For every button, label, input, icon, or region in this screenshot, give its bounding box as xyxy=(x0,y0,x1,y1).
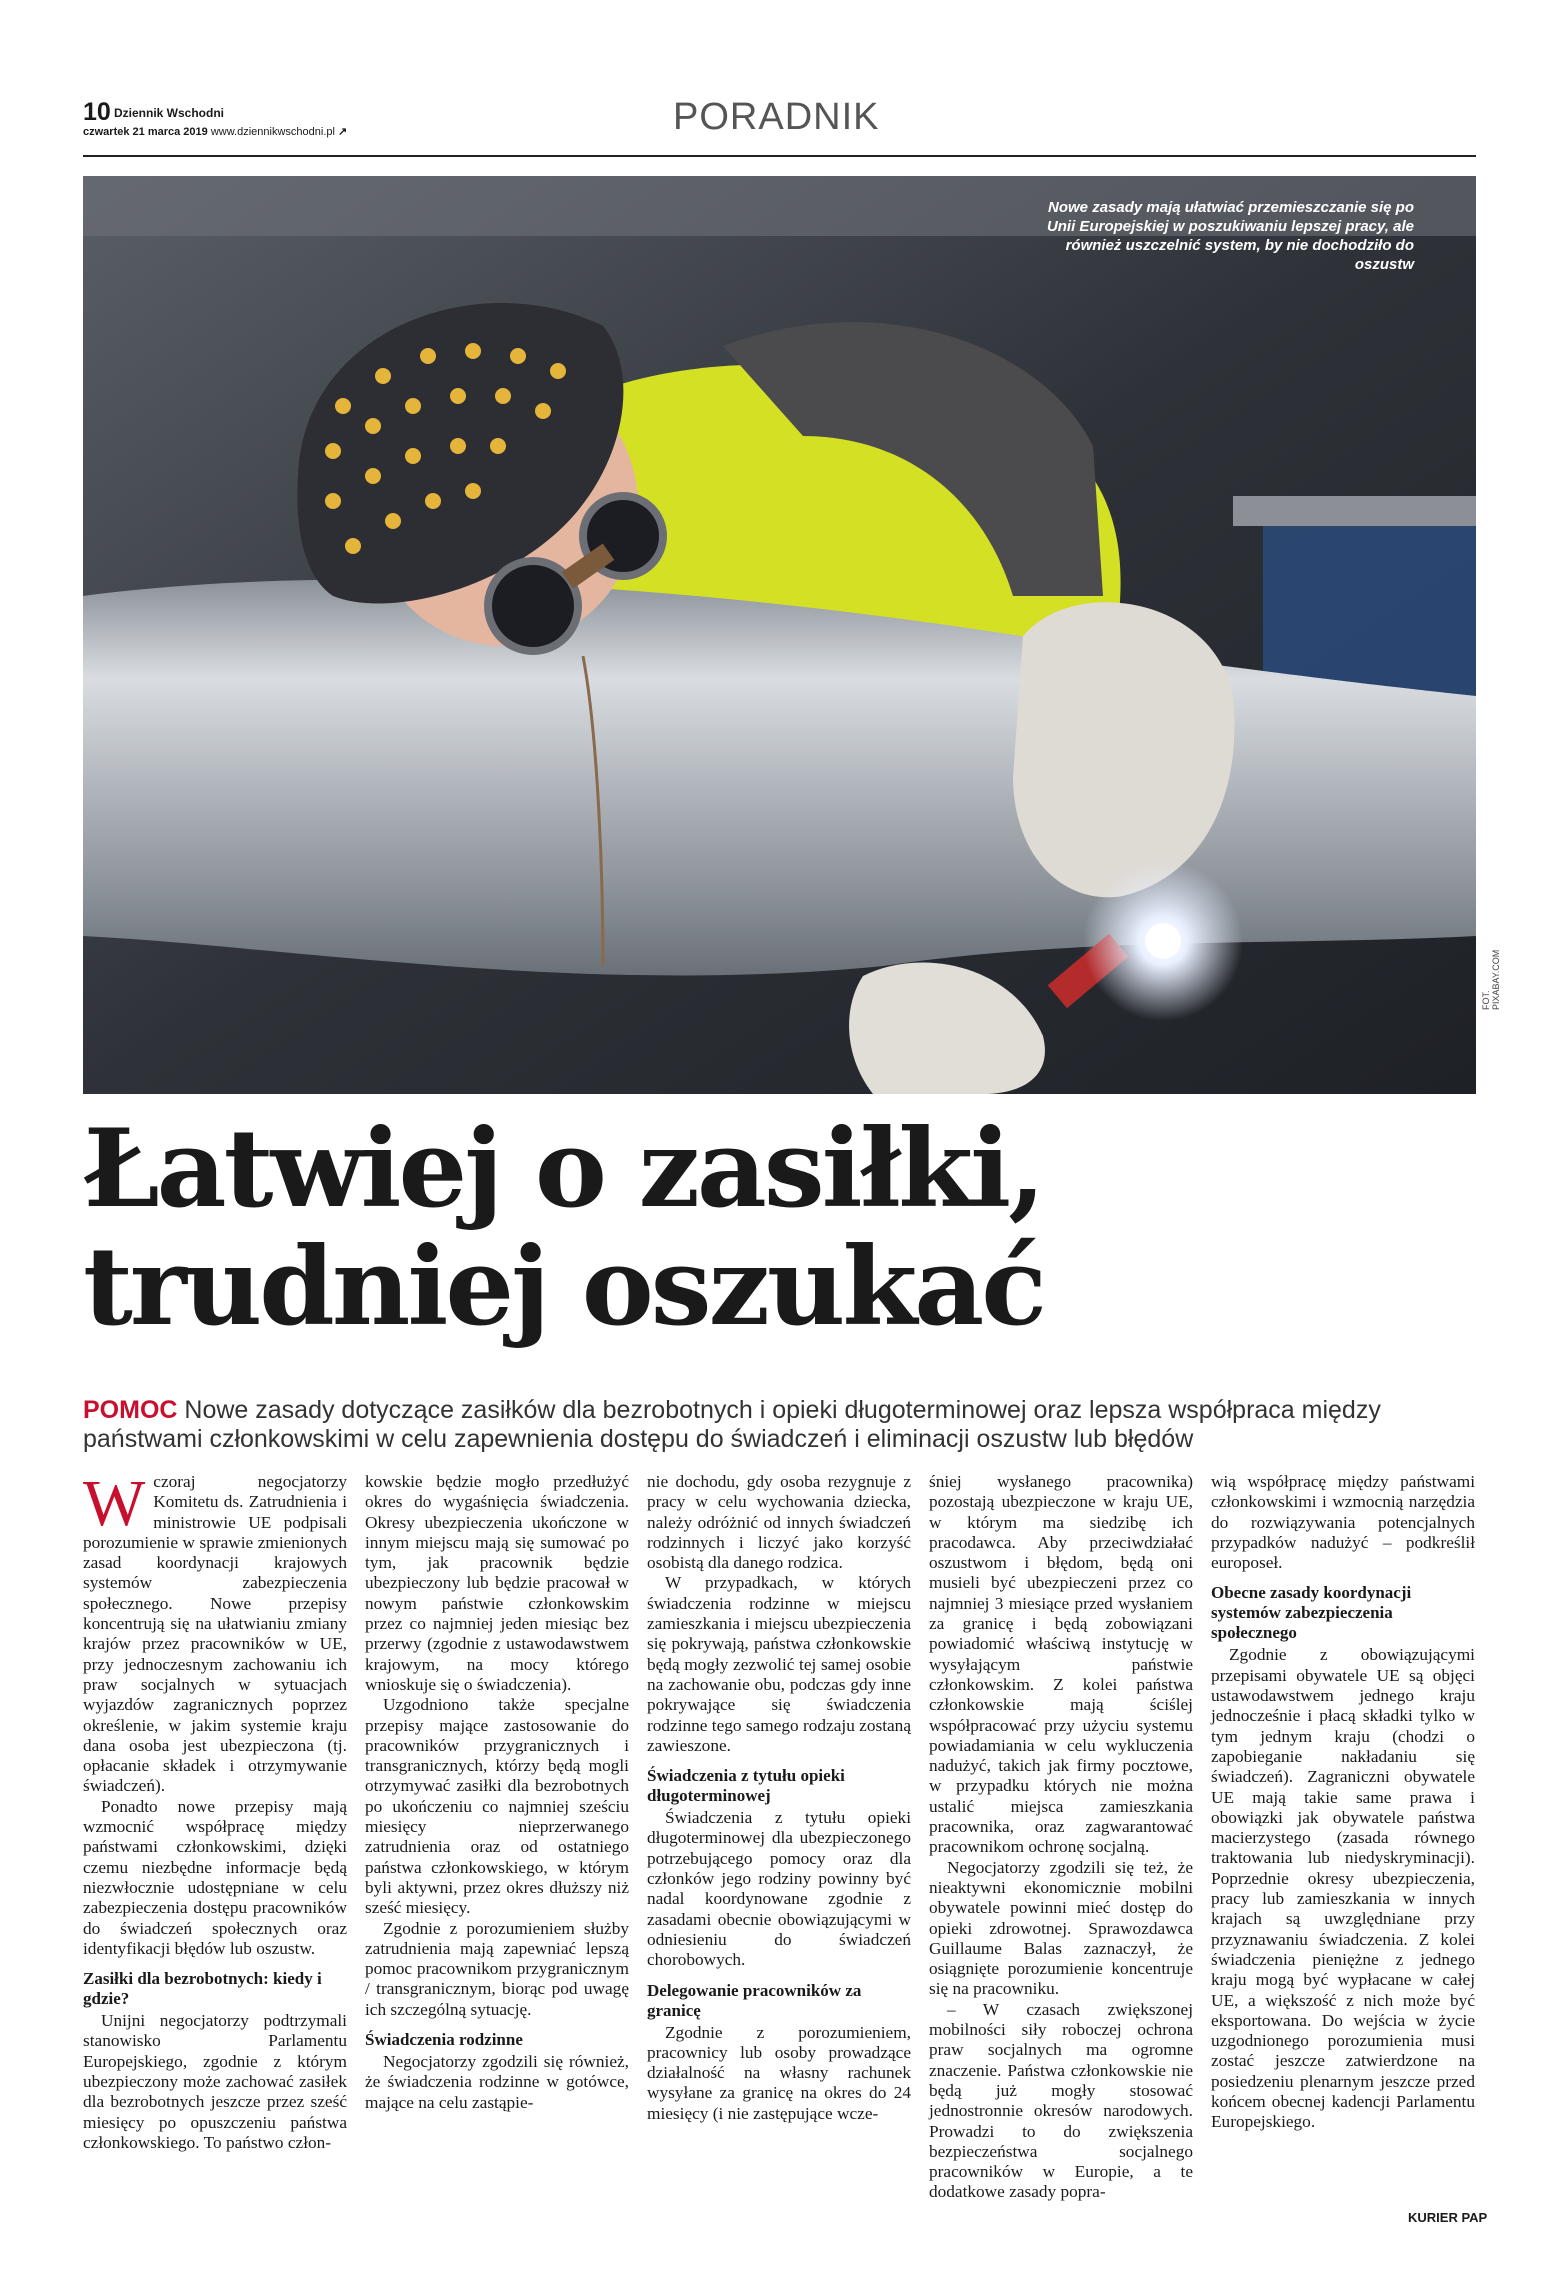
page-header xyxy=(83,96,1476,156)
section-title: PORADNIK xyxy=(673,96,880,138)
dropcap: W xyxy=(83,1467,146,1540)
photo-caption: Nowe zasady mają ułatwiać przemieszczanie się po Unii Europejskiej w poszukiwaniu lepszej pracy, ale również uszczelnić system, by nie dochodziło do oszustw xyxy=(1046,199,1414,273)
site-url[interactable]: www.dziennikwschodni.pl xyxy=(210,126,335,138)
subheading: Obecne zasady koordynacji systemów zabezpieczenia społecznego xyxy=(1211,1583,1412,1643)
paragraph: Ponadto nowe przepisy mają wzmocnić współpracę między państwami członkowskimi, dzięki czemu niezbędne informacje będą niezwłocznie udostępniane w celu zabezpieczenia dostępu pracowników do świadczeń społecznych oraz identyfikacji błędów lub oszustw. xyxy=(83,1796,347,1958)
author-signature: KURIER PAP xyxy=(1408,2210,1488,2225)
cursor-icon: ↗ xyxy=(338,126,348,138)
paragraph: Negocjatorzy zgodzili się również, że świadczenia rodzinne w gotówce, mające na celu zastąpie- xyxy=(365,2052,629,2112)
paragraph: Zgodnie z obowiązującymi przepisami obywatele UE są objęci ustawodawstwem jednego kraju jednocześnie i płacą składki tylko w tym jednym kraju (chodzi o zapobieganie nakładaniu się świadczeń). Zagraniczni obywatele UE mają takie same prawa i obowiązki jak obywatele państwa macierzystego (zasada równego traktowania lub niedyskryminacji). Poprzednie okresy ubezpieczenia, pracy lub zamieszkania w innych krajach są uwzględniane przy przyznawaniu świadczenia. Z kolei świadczenia pieniężne z jednego kraju mogą być wypłacane w całej UE, a większość z nich może być eksportowana. Do wejścia w życie uzgodnionego porozumienia musi zostać jeszcze zatwierdzone na posiedzeniu plenarnym jeszcze przed końcem obecnej kadencji Parlamentu Europejskiego. xyxy=(1211,1645,1475,2132)
article-column-4 xyxy=(929,1472,1193,2203)
article-column-1 xyxy=(83,1467,347,2153)
headline-line-2: trudniej oszukać xyxy=(83,1224,1045,1350)
paragraph: Negocjatorzy zgodzili się też, że nieaktywni ekonomicznie mobilni obywatele powinni mieć dostęp do opieki zdrowotnej. Sprawozdawca Guillaume Balas zaznaczył, że osiągnięte porozumienie koncentruje się na pracowniku. xyxy=(929,1857,1193,1999)
paragraph: kowskie będzie mogło przedłużyć okres do wygaśnięcia świadczenia. Okresy ubezpieczenia ukończone w innym miejscu mają się sumować po tym, jak pracownik będzie ubezpieczony lub będzie pracował w nowym państwie członkowskim przez co najmniej jeden miesiąc bez przerwy (zgodnie z ustawodawstwem krajowym, na mocy którego wnioskuje się o świadczenia). xyxy=(365,1472,629,1694)
paragraph: Uzgodniono także specjalne przepisy mające zastosowanie do pracowników przygranicznych i transgranicznych, którzy będą mogli otrzymywać zasiłki dla bezrobotnych po ukończeniu co najmniej sześciu miesięcy nieprzerwanego zatrudnienia oraz od ostatniego państwa członkowskiego, w którym byli aktywni, przez okres dłuższy niż sześć miesięcy. xyxy=(365,1695,629,1918)
issue-date: czwartek 21 marca 2019 xyxy=(83,126,208,138)
article-column-2 xyxy=(365,1472,629,2113)
paper-name: Dziennik Wschodni xyxy=(114,106,225,120)
subheading: Delegowanie pracowników za granicę xyxy=(647,1980,862,2020)
lead-text: Nowe zasady dotyczące zasiłków dla bezrobotnych i opieki długoterminowej oraz lepsza współpraca między państwami członkowskimi w celu zapewnienia dostępu do świadczeń i eliminacji oszustw lub błędów xyxy=(83,1396,1381,1453)
article-column-5 xyxy=(1211,1472,1475,2133)
date-line xyxy=(83,125,347,138)
paragraph: Zgodnie z porozumieniem służby zatrudnienia mają zapewniać lepszą pomoc pracownikom przygranicznym / transgranicznym, biorąc pod uwagę ich szczególną sytuację. xyxy=(365,1918,629,2019)
photo-credit: FOT. PIXABAY.COM xyxy=(1481,949,1501,1010)
subheading: Świadczenia rodzinne xyxy=(365,2030,523,2050)
welder-illustration xyxy=(83,176,1476,1094)
headline xyxy=(83,1106,1483,1350)
paragraph: czoraj negocjatorzy Komitetu ds. Zatrudnienia i ministrowie UE podpisali porozumienie w sprawie zmienionych zasad koordynacji krajowych systemów zabezpieczenia społecznego. Nowe przepisy koncentrują się na ułatwianiu zmiany krajów przez pracowników w UE, przy jednoczesnym zachowaniu ich praw socjalnych w sytuacjach wyjazdów zagranicznych poprzez określenie, w jakim systemie kraju dana osoba jest ubezpieczona (tj. opłacanie składek i otrzymywanie świadczeń). xyxy=(83,1472,347,1796)
paragraph: nie dochodu, gdy osoba rezygnuje z pracy w celu wychowania dziecka, należy odróżnić od innych świadczeń rodzinnych i liczyć jako korzyść osobistą dla danego rodzica. xyxy=(647,1472,911,1573)
article-body xyxy=(83,1467,1476,2232)
header-rule xyxy=(83,155,1476,157)
paragraph: W przypadkach, w których świadczenia rodzinne w miejscu zamieszkania i miejscu ubezpieczenia się pokrywają, państwa członkowskie będą mogły zezwolić tej samej osobie na zachowanie obu, podczas gdy inne pokrywające się świadczenia rodzinne tego samego rodzaju zostaną zawieszone. xyxy=(647,1573,911,1755)
lead-kicker: POMOC xyxy=(83,1396,178,1424)
article-column-3 xyxy=(647,1472,911,2124)
paragraph: śniej wysłanego pracownika) pozostają ubezpieczone w kraju UE, w którym ma siedzibę ich pracodawca. Aby przeciwdziałać oszustwom i błędom, będą oni musieli być ubezpieczeni przez co najmniej 3 miesiące przed wysłaniem za granicę i będą zobowiązani powiadomić właściwą instytucję w wysyłającym państwie członkowskim. Z kolei państwa członkowskie mają ściślej współpracować przy użyciu systemu powiadamiania w celu wykluczenia nadużyć, takich jak firmy pocztowe, w przypadku których nie można ustalić miejsca zamieszkania pracownika, oraz zagwarantować pracownikom ochronę socjalną. xyxy=(929,1472,1193,1857)
paragraph: Zgodnie z porozumieniem, pracownicy lub osoby prowadzące działalność na własny rachunek wysyłane za granicę na okres do 24 miesięcy (i nie zastępujące wcze- xyxy=(647,2022,911,2123)
paragraph: wią współpracę między państwami członkowskimi i wzmocnią narzędzia do rozwiązywania potencjalnych przypadków nadużyć – podkreślił europoseł. xyxy=(1211,1472,1475,1573)
paragraph: Unijni negocjatorzy podtrzymali stanowisko Parlamentu Europejskiego, zgodnie z którym ubezpieczony może zachować zasiłek dla bezrobotnych jeszcze przez sześć miesięcy po opuszczeniu państwa członkowskiego. To państwo człon- xyxy=(83,2011,347,2152)
lead-photo xyxy=(83,176,1476,1094)
paragraph: – W czasach zwiększonej mobilności siły roboczej ochrona praw socjalnych ma ogromne znaczenie. Państwa członkowskie nie będą już mogły stosować jednostronnie okresów narodowych. Prowadzi to do zwiększenia bezpieczeństwa socjalnego pracowników w Europie, a te dodatkowe zasady popra- xyxy=(929,1999,1193,2202)
lead-paragraph xyxy=(83,1396,1476,1454)
subheading: Świadczenia z tytułu opieki długoterminowej xyxy=(647,1766,845,1806)
paragraph: Świadczenia z tytułu opieki długoterminowej dla ubezpieczonego potrzebującego pomocy oraz dla członków jego rodziny powinny być nadal koordynowane zgodnie z zasadami obecnie obowiązującymi w odniesieniu do świadczeń chorobowych. xyxy=(647,1808,911,1970)
page-number: 10 xyxy=(83,98,111,126)
headline-line-1: Łatwiej o zasiłki, xyxy=(83,1106,1043,1232)
subheading: Zasiłki dla bezrobotnych: kiedy i gdzie? xyxy=(83,1969,322,2009)
